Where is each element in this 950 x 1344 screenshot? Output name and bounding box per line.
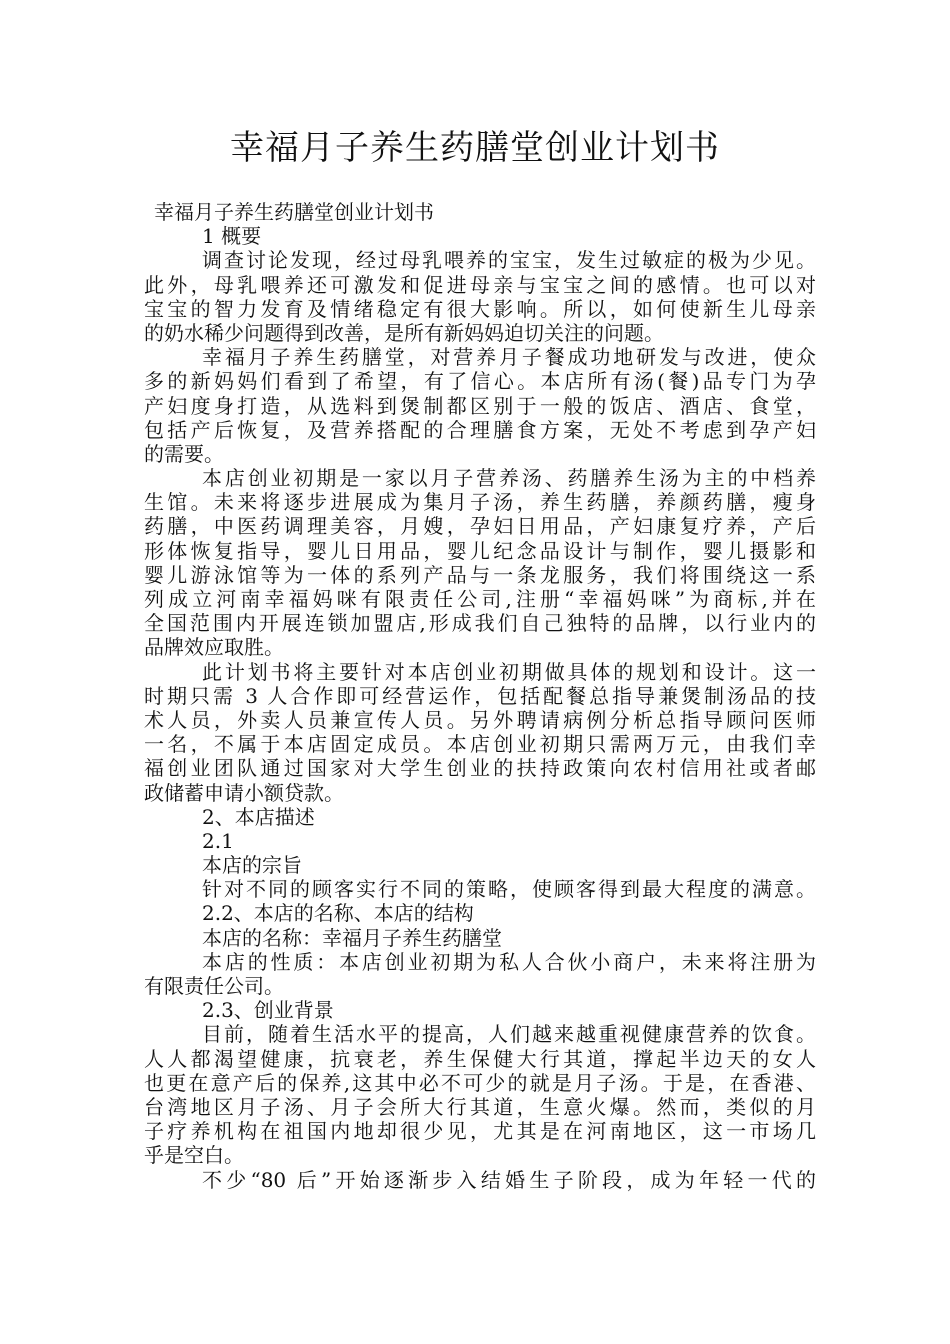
paragraph-line: 多的新妈妈们看到了希望，有了信心。本店所有汤(餐)品专门为孕 xyxy=(144,369,816,394)
document-body xyxy=(144,200,816,1192)
paragraph-line: 本店的名称：幸福月子养生药膳堂 xyxy=(202,925,502,950)
paragraph-line: 子疗养机构在祖国内地却很少见，尤其是在河南地区，这一市场几 xyxy=(144,1119,816,1144)
paragraph-line: 台湾地区月子汤、月子会所大行其道，生意火爆。然而，类似的月 xyxy=(144,1094,816,1119)
paragraph-line: 宝宝的智力发育及情绪稳定有很大影响。所以，如何使新生儿母亲 xyxy=(144,296,816,321)
document-title: 幸福月子养生药膳堂创业计划书 xyxy=(230,128,720,168)
paragraph-line: 目前，随着生活水平的提高，人们越来越重视健康营养的饮食。 xyxy=(202,1022,816,1047)
paragraph-line: 政储蓄申请小额贷款。 xyxy=(144,780,344,805)
paragraph-line: 2、本店描述 xyxy=(202,804,315,829)
paragraph-line: 生馆。未来将逐步进展成为集月子汤，养生药膳，养颜药膳，瘦身 xyxy=(144,490,816,515)
paragraph-line: 术人员，外卖人员兼宣传人员。另外聘请病例分析总指导顾问医师 xyxy=(144,707,816,732)
paragraph-line: 产妇度身打造，从选料到煲制都区别于一般的饭店、酒店、食堂， xyxy=(144,393,816,418)
paragraph-line: 全国范围内开展连锁加盟店,形成我们自己独特的品牌，以行业内的 xyxy=(144,611,816,636)
paragraph-line: 此外，母乳喂养还可激发和促进母亲与宝宝之间的感情。也可以对 xyxy=(144,272,816,297)
paragraph-line: 调查讨论发现，经过母乳喂养的宝宝，发生过敏症的极为少见。 xyxy=(202,248,816,273)
paragraph-line: 一名，不属于本店固定成员。本店创业初期只需两万元，由我们幸 xyxy=(144,732,816,757)
paragraph-line: 此计划书将主要针对本店创业初期做具体的规划和设计。这一 xyxy=(202,659,816,684)
paragraph-line: 福创业团队通过国家对大学生创业的扶持政策向农村信用社或者邮 xyxy=(144,756,816,781)
paragraph-line: 列成立河南幸福妈咪有限责任公司,注册“幸福妈咪”为商标,并在 xyxy=(144,587,816,611)
paragraph-line: 幸福月子养生药膳堂，对营养月子餐成功地研发与改进，使众 xyxy=(202,345,816,370)
paragraph-line: 2.1 xyxy=(202,828,234,853)
paragraph-line: 1 概要 xyxy=(202,224,262,249)
paragraph-line: 形体恢复指导，婴儿日用品，婴儿纪念品设计与制作，婴儿摄影和 xyxy=(144,538,816,563)
paragraph-line: 2.2、本店的名称、本店的结构 xyxy=(202,901,474,926)
paragraph-line: 的需要。 xyxy=(144,441,224,466)
paragraph-line: 药膳，中医药调理美容，月嫂，孕妇日用品，产妇康复疗养，产后 xyxy=(144,514,816,539)
paragraph-line: 有限责任公司。 xyxy=(144,974,284,998)
document-subtitle: 幸福月子养生药膳堂创业计划书 xyxy=(154,200,434,224)
paragraph-line: 包括产后恢复，及营养搭配的合理膳食方案，无处不考虑到孕产妇 xyxy=(144,417,816,442)
paragraph-line: 品牌效应取胜。 xyxy=(144,635,284,660)
paragraph-line: 本店的性质：本店创业初期为私人合伙小商户，未来将注册为 xyxy=(202,949,816,974)
paragraph-line: 2.3、创业背景 xyxy=(202,998,334,1023)
paragraph-line: 婴儿游泳馆等为一体的系列产品与一条龙服务，我们将围绕这一系 xyxy=(144,562,816,587)
paragraph-line: 时期只需 3 人合作即可经营运作，包括配餐总指导兼煲制汤品的技 xyxy=(144,683,816,708)
paragraph-line: 针对不同的顾客实行不同的策略，使顾客得到最大程度的满意。 xyxy=(202,877,816,902)
paragraph-line: 不少“80 后”开始逐渐步入结婚生子阶段，成为年轻一代的 xyxy=(202,1167,816,1192)
paragraph-line: 本店的宗旨 xyxy=(202,853,302,878)
paragraph-line: 的奶水稀少问题得到改善，是所有新妈妈迫切关注的问题。 xyxy=(144,320,664,345)
paragraph-line: 也更在意产后的保养,这其中必不可少的就是月子汤。于是，在香港、 xyxy=(144,1070,816,1095)
paragraph-line: 人人都渴望健康，抗衰老，养生保健大行其道，撑起半边天的女人 xyxy=(144,1046,816,1071)
paragraph-line: 乎是空白。 xyxy=(144,1143,244,1168)
paragraph-line: 本店创业初期是一家以月子营养汤、药膳养生汤为主的中档养 xyxy=(202,466,816,491)
